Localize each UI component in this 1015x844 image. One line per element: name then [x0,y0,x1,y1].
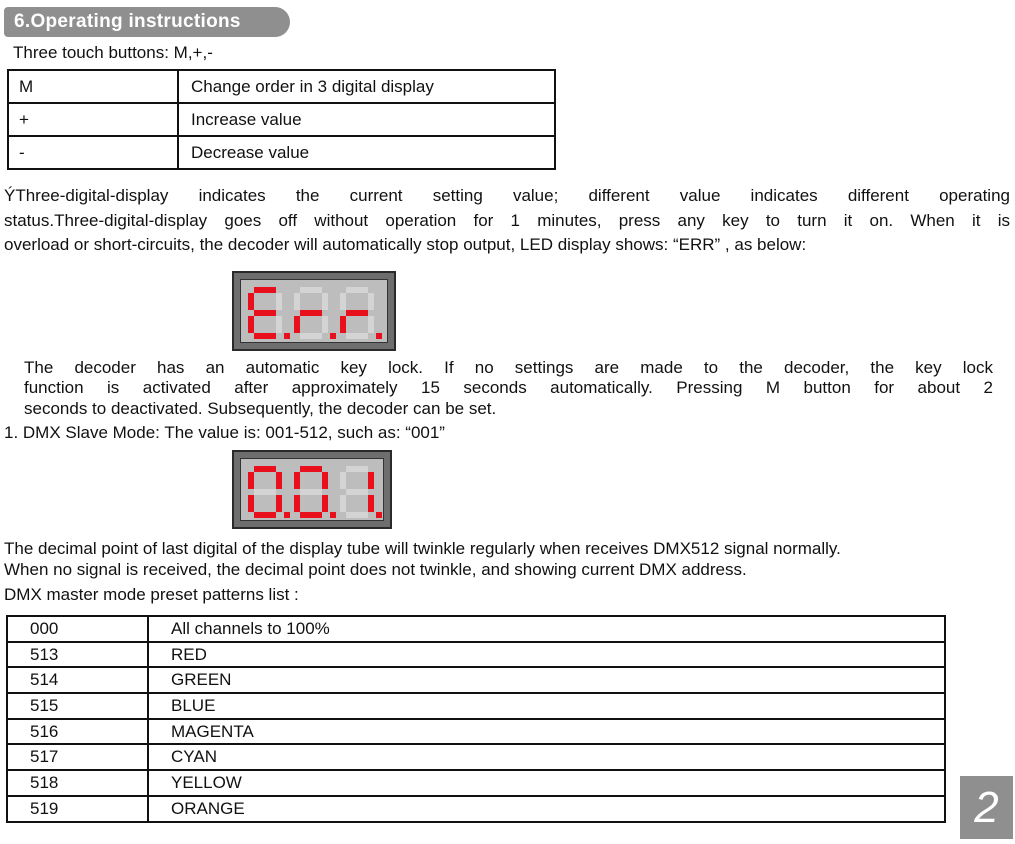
led-segment [322,495,328,512]
led-segment [368,293,374,310]
led-segment [254,333,276,339]
led-segment [276,316,282,333]
pattern-code: 000 [7,616,148,642]
led-decimal-point [376,512,382,518]
button-key: M [8,70,178,103]
pattern-code: 515 [7,693,148,719]
led-segment [368,472,374,489]
table-row [7,796,945,822]
led-digits [234,273,398,353]
led-segment [276,495,282,512]
led-segment [254,512,276,518]
buttons-intro: Three touch buttons: M,+,- [13,43,213,62]
led-segment [300,512,322,518]
table-row [8,103,555,136]
decimal-point-line: The decimal point of last digital of the display tube will twinkle regularly when receives DMX512 signal normally. [4,539,841,558]
led-segment [300,310,322,316]
led-segment [368,316,374,333]
led-decimal-point [376,333,382,339]
led-segment [248,293,254,310]
led-segment [294,293,300,310]
led-segment [300,489,322,495]
dmx-slave-mode: 1. DMX Slave Mode: The value is: 001-512, such as: “001” [4,423,445,442]
key-lock-line: The decoder has an automatic key lock. If no settings are made to the decoder, the key lock [24,358,993,377]
buttons-table [7,69,556,170]
table-row [8,70,555,103]
led-segment [346,489,368,495]
led-segment [340,293,346,310]
pattern-name: CYAN [148,744,945,770]
pattern-name: All channels to 100% [148,616,945,642]
button-action: Change order in 3 digital display [178,70,555,103]
pattern-code: 517 [7,744,148,770]
led-segment [276,472,282,489]
led-segment [300,287,322,293]
section-title: 6.Operating instructions [4,7,290,37]
led-segment [346,310,368,316]
table-row [7,744,945,770]
led-segment [340,316,346,333]
led-segment [300,333,322,339]
led-segment [294,472,300,489]
table-row [8,136,555,169]
led-segment [300,466,322,472]
led-segment [340,495,346,512]
table-row [7,693,945,719]
key-lock-line: seconds to deactivated. Subsequently, the decoder can be set. [24,399,497,418]
led-segment [294,316,300,333]
table-row [7,719,945,745]
pattern-name: ORANGE [148,796,945,822]
led-segment [340,472,346,489]
pattern-name: RED [148,642,945,668]
led-digits [234,452,394,531]
display-description-line: status.Three-digital-display goes off without operation for 1 minutes, press any key to turn it on. When it is [4,211,1010,230]
decimal-point-line: When no signal is received, the decimal point does not twinkle, and showing current DMX address. [4,560,747,579]
led-segment [254,287,276,293]
display-description-line: overload or short-circuits, the decoder will automatically stop output, LED display shows: “ERR” , as below: [4,235,807,254]
led-decimal-point [284,333,290,339]
page-number: 2 [960,776,1013,839]
pattern-code: 519 [7,796,148,822]
table-row [7,642,945,668]
table-row [7,667,945,693]
led-segment [248,316,254,333]
button-action: Decrease value [178,136,555,169]
led-segment [322,472,328,489]
pattern-name: YELLOW [148,770,945,796]
led-segment [248,495,254,512]
led-segment [368,495,374,512]
led-segment [346,287,368,293]
led-segment [322,316,328,333]
pattern-name: GREEN [148,667,945,693]
led-display-001 [232,450,392,529]
led-segment [294,495,300,512]
led-segment [322,293,328,310]
pattern-name: BLUE [148,693,945,719]
display-description-line: ÝThree-digital-display indicates the current setting value; different value indicates different operating [4,186,1010,205]
button-action: Increase value [178,103,555,136]
button-key: - [8,136,178,169]
table-row [7,770,945,796]
led-segment [254,489,276,495]
key-lock-line: function is activated after approximately 15 seconds automatically. Pressing M button for about 2 [24,378,993,397]
led-segment [346,512,368,518]
led-segment [346,466,368,472]
led-segment [276,293,282,310]
master-mode-heading: DMX master mode preset patterns list : [4,585,299,604]
led-segment [254,310,276,316]
pattern-code: 514 [7,667,148,693]
pattern-code: 513 [7,642,148,668]
led-segment [248,472,254,489]
table-row [7,616,945,642]
led-decimal-point [330,512,336,518]
pattern-name: MAGENTA [148,719,945,745]
led-segment [254,466,276,472]
pattern-code: 518 [7,770,148,796]
button-key: + [8,103,178,136]
led-segment [346,333,368,339]
led-decimal-point [284,512,290,518]
led-decimal-point [330,333,336,339]
pattern-code: 516 [7,719,148,745]
patterns-table [6,615,946,823]
led-display-err [232,271,396,351]
